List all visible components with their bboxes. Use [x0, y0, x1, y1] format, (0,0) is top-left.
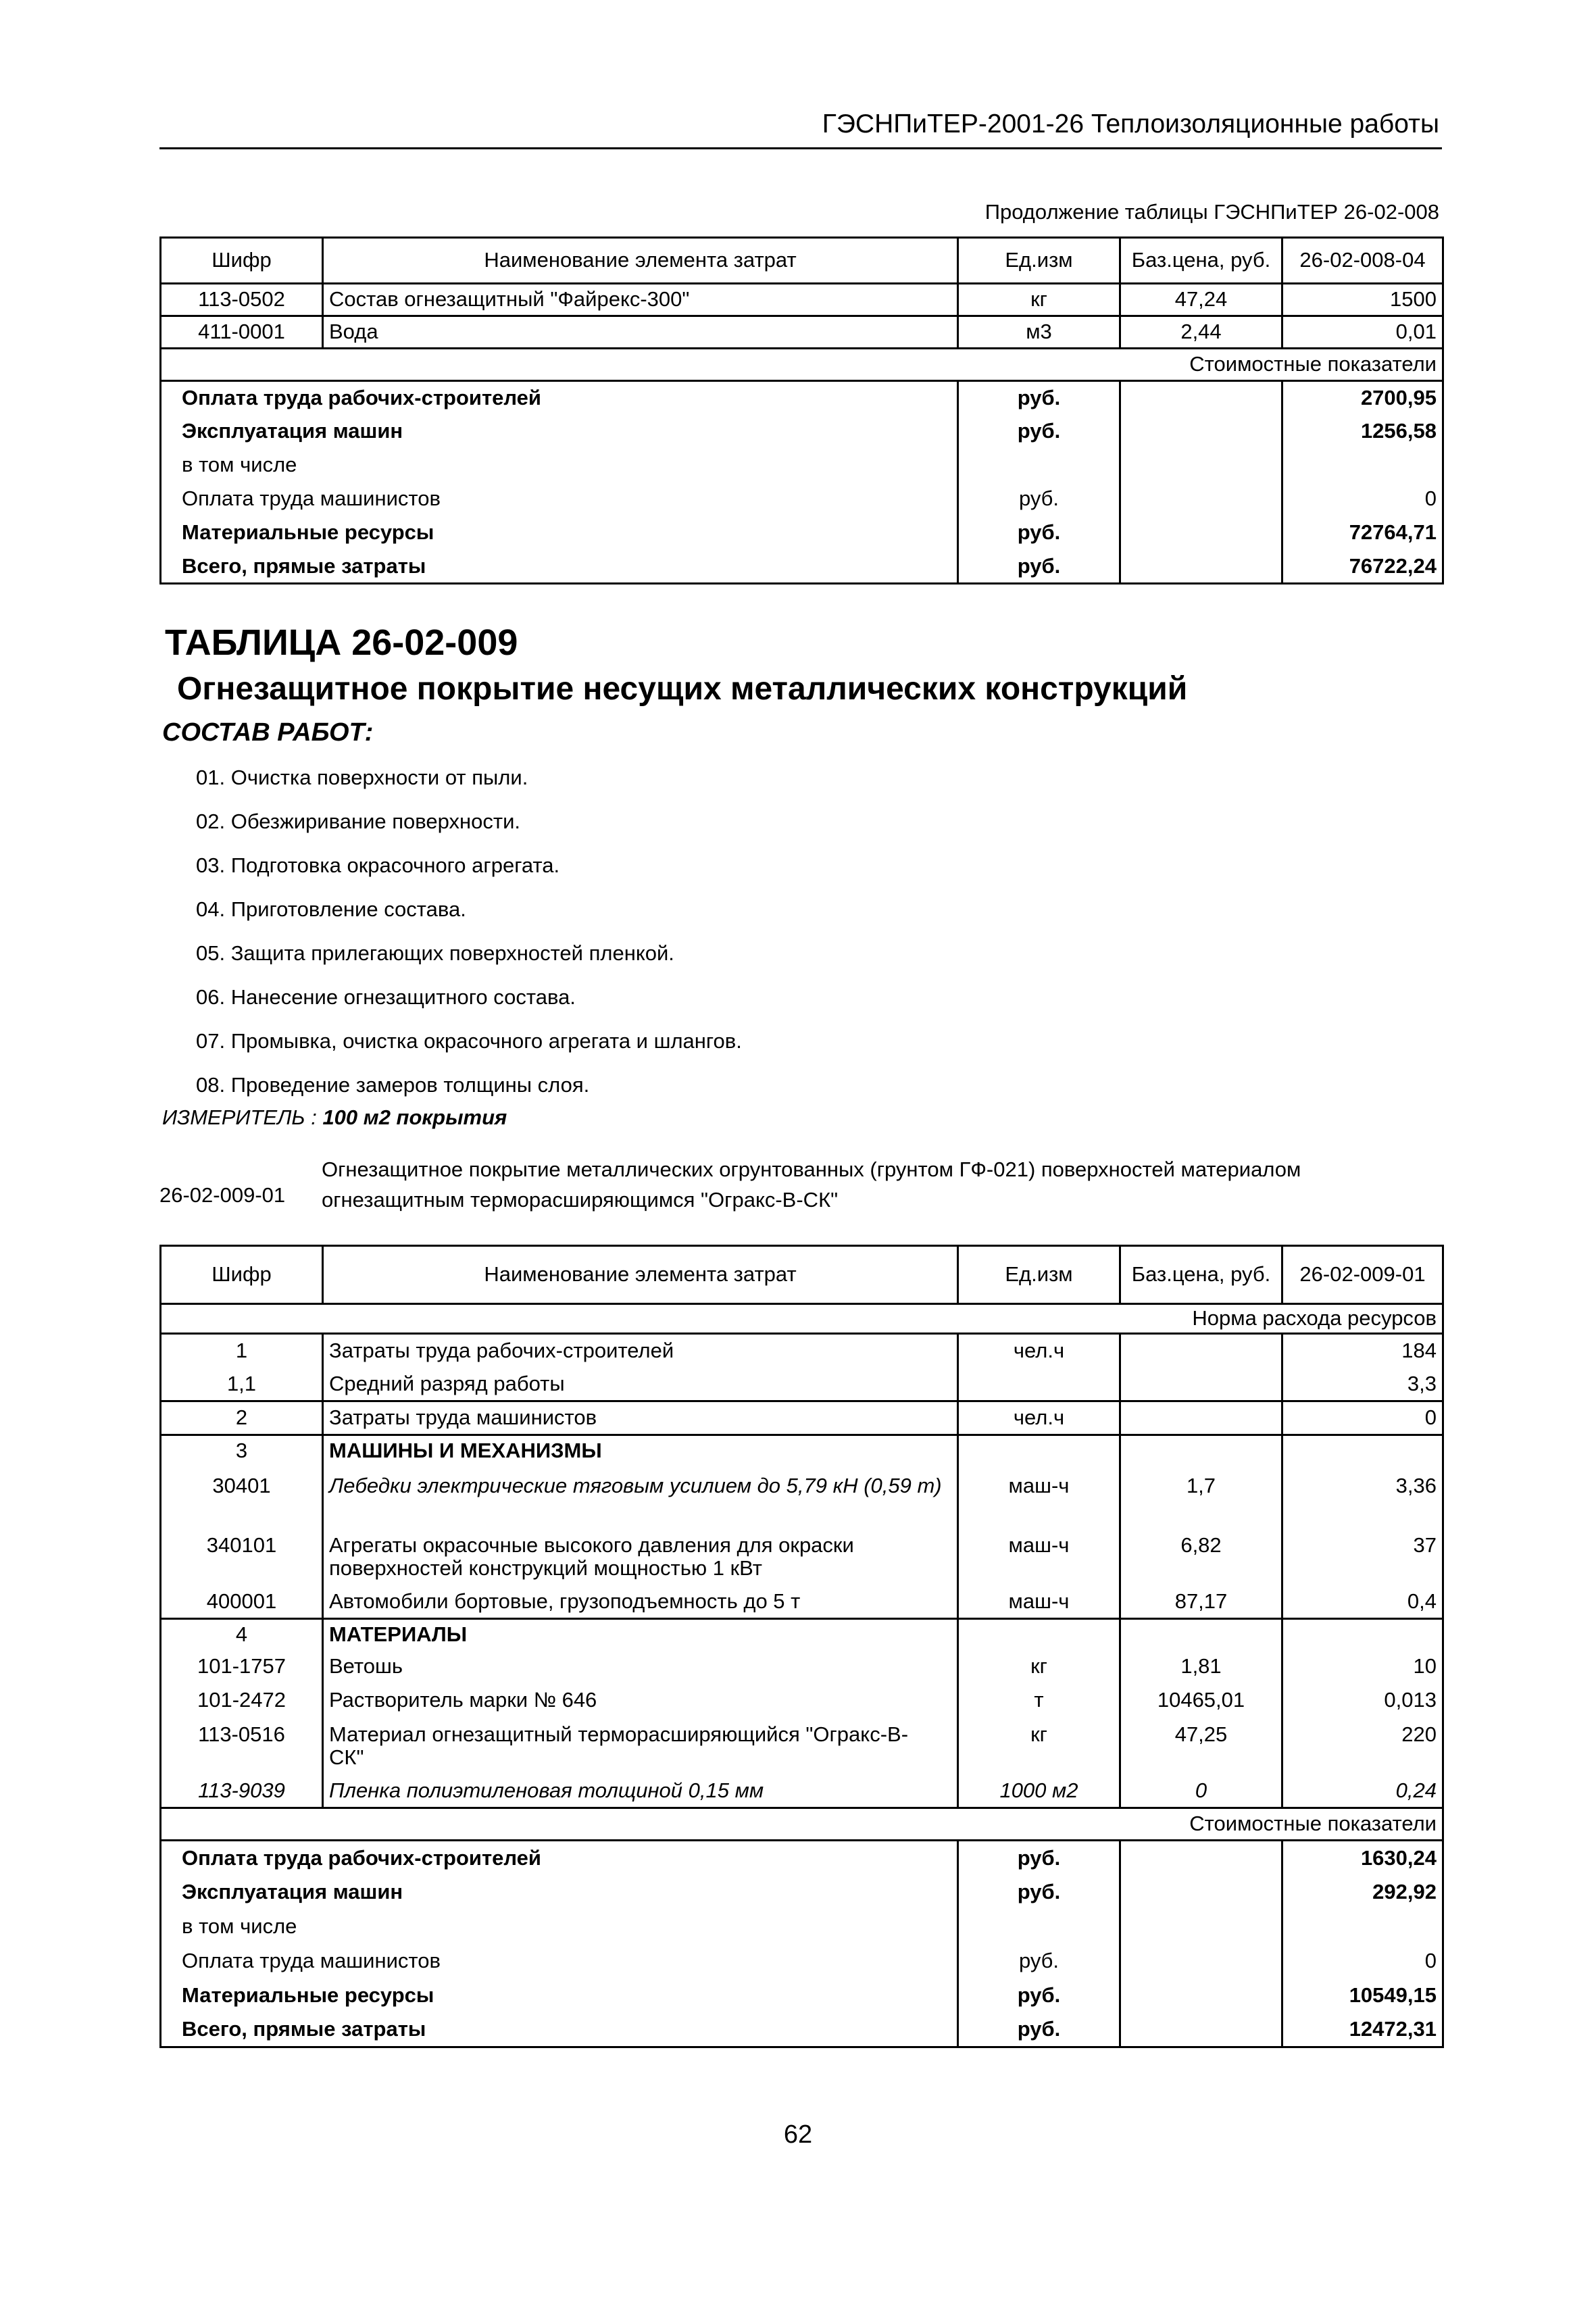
summary-unit: руб.	[958, 516, 1120, 550]
cell-value: 220	[1282, 1718, 1443, 1774]
table-row	[161, 1466, 1443, 1526]
summary-row	[161, 482, 1443, 516]
table-header-row	[161, 238, 1443, 284]
summary-row	[161, 449, 1443, 482]
summary-row	[161, 550, 1443, 584]
cell-name: Затраты труда машинистов	[323, 1401, 958, 1435]
section-label: Стоимостные показатели	[161, 349, 1443, 381]
cell-name-line: Материал огнезащитный терморасширяющийся "Огракс-В-	[329, 1722, 909, 1746]
summary-value: 0	[1282, 482, 1443, 516]
cell-code: 1	[161, 1334, 323, 1368]
summary-value	[1282, 1910, 1443, 1944]
table-row	[161, 1684, 1443, 1718]
cell-name-line: СК"	[329, 1745, 364, 1769]
section-row	[161, 1304, 1443, 1334]
cell-name: Лебедки электрические тяговым усилием до 5,79 кН (0,59 т)	[323, 1466, 958, 1526]
cell-code: 101-2472	[161, 1684, 323, 1718]
section-row	[161, 1808, 1443, 1841]
table-26-02-008-continuation	[159, 237, 1444, 584]
cell-unit: маш-ч	[958, 1526, 1120, 1585]
cell-unit	[958, 1435, 1120, 1466]
cell-price: 6,82	[1120, 1526, 1282, 1585]
table-row	[161, 284, 1443, 316]
cell-name: Вода	[323, 316, 958, 349]
cell-unit	[958, 1368, 1120, 1401]
summary-row	[161, 1841, 1443, 1875]
cell-value: 0,01	[1282, 316, 1443, 349]
col-header-code: Шифр	[161, 1246, 323, 1304]
table-row	[161, 1619, 1443, 1650]
rate-description-line: Огнезащитное покрытие металлических огрунтованных (грунтом ГФ-021) поверхностей материалом	[322, 1158, 1301, 1181]
cell-unit: кг	[958, 1718, 1120, 1774]
summary-value: 1630,24	[1282, 1841, 1443, 1875]
summary-unit: руб.	[958, 550, 1120, 584]
summary-label: Всего, прямые затраты	[161, 2013, 958, 2047]
col-header-name: Наименование элемента затрат	[323, 1246, 958, 1304]
summary-value: 2700,95	[1282, 381, 1443, 415]
cell-unit: т	[958, 1684, 1120, 1718]
summary-unit: руб.	[958, 1841, 1120, 1875]
cell-code: 101-1757	[161, 1650, 323, 1684]
cell-unit: м3	[958, 316, 1120, 349]
cell-code: 1,1	[161, 1368, 323, 1401]
cell-name	[323, 1718, 958, 1774]
works-list	[196, 755, 742, 1107]
summary-value: 1256,58	[1282, 415, 1443, 449]
cell-price: 47,25	[1120, 1718, 1282, 1774]
col-header-code: Шифр	[161, 238, 323, 284]
summary-label: в том числе	[161, 1910, 958, 1944]
cell-unit: маш-ч	[958, 1466, 1120, 1526]
cell-price: 0	[1120, 1774, 1282, 1808]
summary-row	[161, 1978, 1443, 2013]
list-item: 07. Промывка, очистка окрасочного агрегата и шлангов.	[196, 1029, 742, 1053]
section-label: Стоимостные показатели	[161, 1808, 1443, 1841]
summary-row	[161, 2013, 1443, 2047]
cell-code: 113-9039	[161, 1774, 323, 1808]
summary-value	[1282, 449, 1443, 482]
summary-value: 76722,24	[1282, 550, 1443, 584]
cell-price	[1120, 1334, 1282, 1368]
summary-value: 12472,31	[1282, 2013, 1443, 2047]
cell-value	[1282, 1619, 1443, 1650]
summary-label: в том числе	[161, 449, 958, 482]
table-row	[161, 1334, 1443, 1368]
cell-code: 30401	[161, 1466, 323, 1526]
cell-code: 2	[161, 1401, 323, 1435]
meter-line	[162, 1105, 507, 1130]
col-header-name: Наименование элемента затрат	[323, 238, 958, 284]
summary-label: Оплата труда машинистов	[161, 482, 958, 516]
cell-value	[1282, 1435, 1443, 1466]
page-header-title: ГЭСНПиТЕР-2001-26 Теплоизоляционные работы	[822, 109, 1439, 139]
cell-unit: кг	[958, 284, 1120, 316]
summary-label: Материальные ресурсы	[161, 1978, 958, 2013]
cell-name: МАШИНЫ И МЕХАНИЗМЫ	[323, 1435, 958, 1466]
meter-value: 100 м2 покрытия	[322, 1105, 507, 1129]
cell-price: 2,44	[1120, 316, 1282, 349]
cell-code: 4	[161, 1619, 323, 1650]
cell-name: Затраты труда рабочих-строителей	[323, 1334, 958, 1368]
cell-unit: чел.ч	[958, 1334, 1120, 1368]
summary-label: Эксплуатация машин	[161, 415, 958, 449]
cell-value: 3,36	[1282, 1466, 1443, 1526]
cell-name: Состав огнезащитный "Файрекс-300"	[323, 284, 958, 316]
table-row	[161, 1435, 1443, 1466]
works-composition-title: СОСТАВ РАБОТ:	[162, 718, 374, 747]
col-header-rate: 26-02-009-01	[1282, 1246, 1443, 1304]
cell-value: 3,3	[1282, 1368, 1443, 1401]
cell-name: Ветошь	[323, 1650, 958, 1684]
cell-price: 47,24	[1120, 284, 1282, 316]
cell-value: 0,013	[1282, 1684, 1443, 1718]
cell-code: 400001	[161, 1585, 323, 1619]
summary-row	[161, 381, 1443, 415]
cell-unit: чел.ч	[958, 1401, 1120, 1435]
cell-code: 3	[161, 1435, 323, 1466]
summary-row	[161, 1875, 1443, 1910]
table-name-heading: Огнезащитное покрытие несущих металлических конструкций	[177, 671, 1188, 707]
list-item: 05. Защита прилегающих поверхностей пленкой.	[196, 941, 674, 965]
summary-unit: руб.	[958, 1978, 1120, 2013]
cell-value: 0,24	[1282, 1774, 1443, 1808]
table-row	[161, 1401, 1443, 1435]
cell-price	[1120, 1435, 1282, 1466]
cell-name	[323, 1526, 958, 1585]
cell-name: МАТЕРИАЛЫ	[323, 1619, 958, 1650]
summary-unit	[958, 1910, 1120, 1944]
cell-name: Средний разряд работы	[323, 1368, 958, 1401]
cell-name: Автомобили бортовые, грузоподъемность до 5 т	[323, 1585, 958, 1619]
table-row	[161, 1526, 1443, 1585]
section-label: Норма расхода ресурсов	[161, 1304, 1443, 1334]
cell-value: 37	[1282, 1526, 1443, 1585]
table-row	[161, 1718, 1443, 1774]
cell-unit: 1000 м2	[958, 1774, 1120, 1808]
summary-unit: руб.	[958, 1944, 1120, 1978]
list-item: 04. Приготовление состава.	[196, 897, 466, 921]
list-item: 02. Обезжиривание поверхности.	[196, 810, 521, 833]
list-item: 06. Нанесение огнезащитного состава.	[196, 985, 576, 1009]
col-header-price: Баз.цена, руб.	[1120, 1246, 1282, 1304]
col-header-price: Баз.цена, руб.	[1120, 238, 1282, 284]
page-number: 62	[783, 2120, 813, 2149]
cell-value: 184	[1282, 1334, 1443, 1368]
table-header-row	[161, 1246, 1443, 1304]
summary-value: 10549,15	[1282, 1978, 1443, 2013]
table-26-02-009-01	[159, 1245, 1444, 2048]
summary-label: Эксплуатация машин	[161, 1875, 958, 1910]
cell-unit: кг	[958, 1650, 1120, 1684]
summary-unit: руб.	[958, 415, 1120, 449]
list-item: 03. Подготовка окрасочного агрегата.	[196, 853, 560, 877]
cell-name: Пленка полиэтиленовая толщиной 0,15 мм	[323, 1774, 958, 1808]
cell-price: 87,17	[1120, 1585, 1282, 1619]
rate-description	[322, 1154, 1301, 1215]
summary-label: Оплата труда рабочих-строителей	[161, 1841, 958, 1875]
summary-value: 0	[1282, 1944, 1443, 1978]
table-row	[161, 1650, 1443, 1684]
cell-price	[1120, 1401, 1282, 1435]
table-row	[161, 1368, 1443, 1401]
cell-value: 1500	[1282, 284, 1443, 316]
cell-code: 113-0502	[161, 284, 323, 316]
table-row	[161, 1585, 1443, 1619]
cell-code: 340101	[161, 1526, 323, 1585]
col-header-unit: Ед.изм	[958, 1246, 1120, 1304]
cell-price	[1120, 1619, 1282, 1650]
list-item: 01. Очистка поверхности от пыли.	[196, 766, 528, 789]
cell-price	[1120, 1368, 1282, 1401]
summary-row	[161, 516, 1443, 550]
cell-value: 0,4	[1282, 1585, 1443, 1619]
meter-label: ИЗМЕРИТЕЛЬ :	[162, 1105, 323, 1129]
cell-value: 10	[1282, 1650, 1443, 1684]
rate-description-line: огнезащитным терморасширяющимся "Огракс-В-СК"	[322, 1188, 839, 1212]
table-number-heading: ТАБЛИЦА 26-02-009	[165, 622, 518, 663]
section-row	[161, 349, 1443, 381]
cell-unit	[958, 1619, 1120, 1650]
col-header-unit: Ед.изм	[958, 238, 1120, 284]
summary-unit: руб.	[958, 482, 1120, 516]
summary-label: Материальные ресурсы	[161, 516, 958, 550]
cell-price: 10465,01	[1120, 1684, 1282, 1718]
list-item: 08. Проведение замеров толщины слоя.	[196, 1073, 590, 1097]
summary-unit	[958, 449, 1120, 482]
summary-unit: руб.	[958, 2013, 1120, 2047]
summary-label: Оплата труда машинистов	[161, 1944, 958, 1978]
summary-unit: руб.	[958, 381, 1120, 415]
summary-label: Оплата труда рабочих-строителей	[161, 381, 958, 415]
summary-label: Всего, прямые затраты	[161, 550, 958, 584]
summary-unit: руб.	[958, 1875, 1120, 1910]
cell-name-line: Агрегаты окрасочные высокого давления для окраски	[329, 1533, 854, 1557]
summary-value: 72764,71	[1282, 516, 1443, 550]
rate-code: 26-02-009-01	[159, 1183, 286, 1207]
cell-name: Растворитель марки № 646	[323, 1684, 958, 1718]
cell-code: 411-0001	[161, 316, 323, 349]
summary-row	[161, 1910, 1443, 1944]
cell-price: 1,81	[1120, 1650, 1282, 1684]
cell-unit: маш-ч	[958, 1585, 1120, 1619]
col-header-rate: 26-02-008-04	[1282, 238, 1443, 284]
summary-row	[161, 415, 1443, 449]
cell-code: 113-0516	[161, 1718, 323, 1774]
table-continuation-label: Продолжение таблицы ГЭСНПиТЕР 26-02-008	[984, 200, 1439, 224]
summary-value: 292,92	[1282, 1875, 1443, 1910]
summary-row	[161, 1944, 1443, 1978]
cell-name-line: поверхностей конструкций мощностью 1 кВт	[329, 1555, 762, 1580]
table-row	[161, 316, 1443, 349]
table-row	[161, 1774, 1443, 1808]
header-divider	[159, 147, 1442, 149]
cell-price: 1,7	[1120, 1466, 1282, 1526]
cell-value: 0	[1282, 1401, 1443, 1435]
